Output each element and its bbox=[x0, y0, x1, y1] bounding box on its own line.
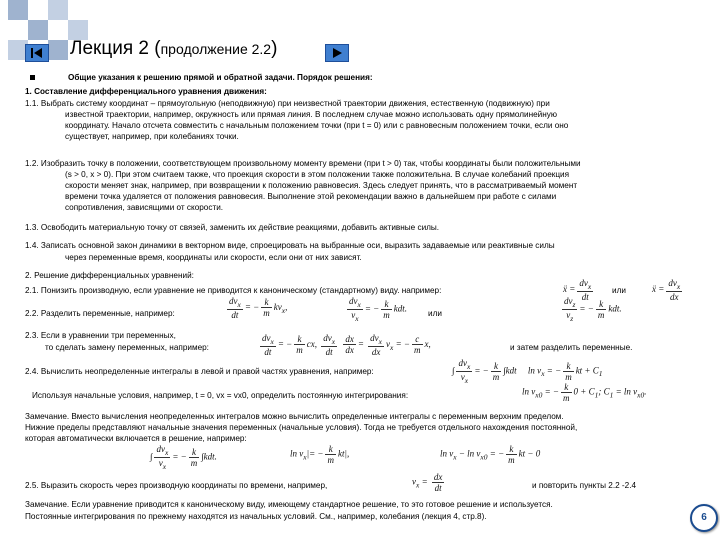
formula-integrals: ∫ $\frac{dv_x}{v_x}$ = − $\frac{k}{m}$ ∫kdt $\ln v_x$ = − $\frac{k}{m}$ kt + $C_1$ bbox=[452, 358, 603, 385]
page-number-badge: 6 bbox=[690, 504, 718, 532]
section-2-heading: 2. Решение дифференциальных уравнений: bbox=[25, 271, 194, 280]
next-slide-icon bbox=[326, 45, 348, 61]
formula-separate-3: $\frac{dv_z}{v_z}$ = − $\frac{k}{m}$ kdt. bbox=[564, 296, 622, 323]
first-slide-button[interactable] bbox=[25, 44, 49, 62]
formula-definite-integral-2: $\ln v_x|=$ − $\frac{k}{m}$ kt|, bbox=[290, 444, 350, 465]
item-2-2: 2.2. Разделить переменные, например: bbox=[25, 309, 175, 318]
slide-title: Лекция 2 (продолжение 2.2) bbox=[70, 38, 278, 59]
formula-definite-integral-3: $\ln v_x - \ln v_{x0}$ = − $\frac{k}{m}$ kt − 0 bbox=[440, 444, 541, 465]
item-1-3: 1.3. Освободить материальную точку от связей, заменить их действие реакциями, добавить активные силы. bbox=[25, 223, 440, 232]
item-2-4: 2.4. Вычислить неопределенные интегралы в левой и правой частях уравнения, например: bbox=[25, 367, 374, 376]
item-1-4: 1.4. Записать основной закон динамики в векторном виде, спроецировать на выбранные оси, выразить задаваемые или реактивные силы bbox=[25, 241, 555, 250]
formula-separate-2: $\frac{dv_x}{v_x}$ = − $\frac{k}{m}$ kdt. bbox=[349, 296, 407, 323]
formula-reduce-order: ẍ = $\frac{dv_x}{dt}$ bbox=[563, 278, 592, 302]
item-1-1-cont: координату. Начало отсчета совместить с начальным положением точки (при t = 0) или с равновесным положением точки, если оно bbox=[65, 121, 569, 130]
item-2-1-or: или bbox=[612, 286, 626, 295]
formula-constant: $\ln v_{x0}$ = − $\frac{k}{m}$ $0 + C_1$; $C_1 = \ln v_{x0}$. bbox=[522, 382, 647, 403]
formula-reduce-order-2: ẍ = $\frac{dv_x}{dx}$ bbox=[652, 278, 681, 302]
formula-substitution: $\frac{dv_x}{dt}$ = − $\frac{k}{m}$ cx, $\frac{dv_x}{dt}$ $\frac{dx}{dx}$ = $\frac{dv_x}{dx}$ $v_x$ = − $\frac{c}{m}$ x, bbox=[262, 333, 431, 357]
item-2-3: 2.3. Если в уравнении три переменных, bbox=[25, 331, 176, 340]
item-2-3-cont: то сделать замену переменных, например: bbox=[45, 343, 209, 352]
item-2-1: 2.1. Понизить производную, если уравнение не приводится к каноническому (стандартному) виду. например: bbox=[25, 286, 442, 295]
remark-1-line-3: которая автоматически включается в решение, например: bbox=[25, 434, 247, 443]
item-2-3-tail: и затем разделить переменные. bbox=[510, 343, 633, 352]
bullet-marker bbox=[30, 75, 35, 80]
item-2-2-or: или bbox=[428, 309, 442, 318]
item-1-2: 1.2. Изобразить точку в положении, соответствующем произвольному моменту времени (при t > 0) так, чтобы координаты были положительными bbox=[25, 159, 581, 168]
item-2-4-initial: Используя начальные условия, например, t = 0, vx = vx0, определить постоянную интегрирования: bbox=[32, 391, 409, 400]
item-1-1-cont: существует, например, при колебаниях точки. bbox=[65, 132, 239, 141]
item-2-5-tail: и повторить пункты 2.2 -2.4 bbox=[532, 481, 637, 490]
first-slide-icon bbox=[26, 45, 48, 61]
item-1-1-cont: известной траектории, например, окружность или прямая линия. В последнем случае можно использовать одну прямолинейную bbox=[65, 110, 557, 119]
item-1-2-cont: скорости меняет знак, например, при возвращении к положению равновесия. Здесь следует принять, что в рассматриваемый момент bbox=[65, 181, 578, 190]
formula-separate-1: $\frac{dv_x}{dt}$ = − $\frac{k}{m}$ $kv_x$, bbox=[229, 296, 288, 320]
section-1-heading: 1. Составление дифференциального уравнения движения: bbox=[25, 87, 267, 96]
remark-1-line-1: Замечание. Вместо вычисления неопределенных интегралов можно вычислить определенные интегралы с переменным верхним пределом. bbox=[25, 412, 564, 421]
next-slide-button[interactable] bbox=[325, 44, 349, 62]
remark-1-line-2: Нижние пределы представляют начальные значения переменных (начальные условия). Тогда не требуется отдельного нахождения постоянной, bbox=[25, 423, 578, 432]
remark-2-line-1: Замечание. Если уравнение приводится к каноническому виду, имеющему стандартное решение, то это готовое решение и используется. bbox=[25, 500, 553, 509]
item-1-2-cont: (s > 0, x > 0). При этом считаем также, что проекция скорости в этом положении также положительна. В случае колебаний проекция bbox=[65, 170, 570, 179]
item-1-2-cont: времени точка удаляется от положения равновесия. Выполнение этой рекомендации важно в дальнейшем при работе с силами bbox=[65, 192, 557, 201]
item-1-2-cont: сопротивления, зависящими от скорости. bbox=[65, 203, 224, 212]
item-1-4-cont: через переменные время, координаты или скорости, если они от них зависят. bbox=[65, 253, 362, 262]
remark-2-line-2: Постоянные интегрирования по прежнему находятся из начальных условий. См., например, колебания (лекция 4, стр.8). bbox=[25, 512, 487, 521]
item-2-5: 2.5. Выразить скорость через производную координаты по времени, например, bbox=[25, 481, 328, 490]
item-1-1: 1.1. Выбрать систему координат – прямоугольную (неподвижную) при неизвестной траектории движения, естественную (подвижную) при bbox=[25, 99, 550, 108]
general-instructions-heading: Общие указания к решению прямой и обратной задачи. Порядок решения: bbox=[68, 73, 373, 82]
formula-velocity: $v_x$ = $\frac{dx}{dt}$ bbox=[412, 472, 443, 493]
formula-definite-integral-1: ∫ $\frac{dv_x}{v_x}$ = − $\frac{k}{m}$ ∫kdt. bbox=[150, 444, 217, 471]
